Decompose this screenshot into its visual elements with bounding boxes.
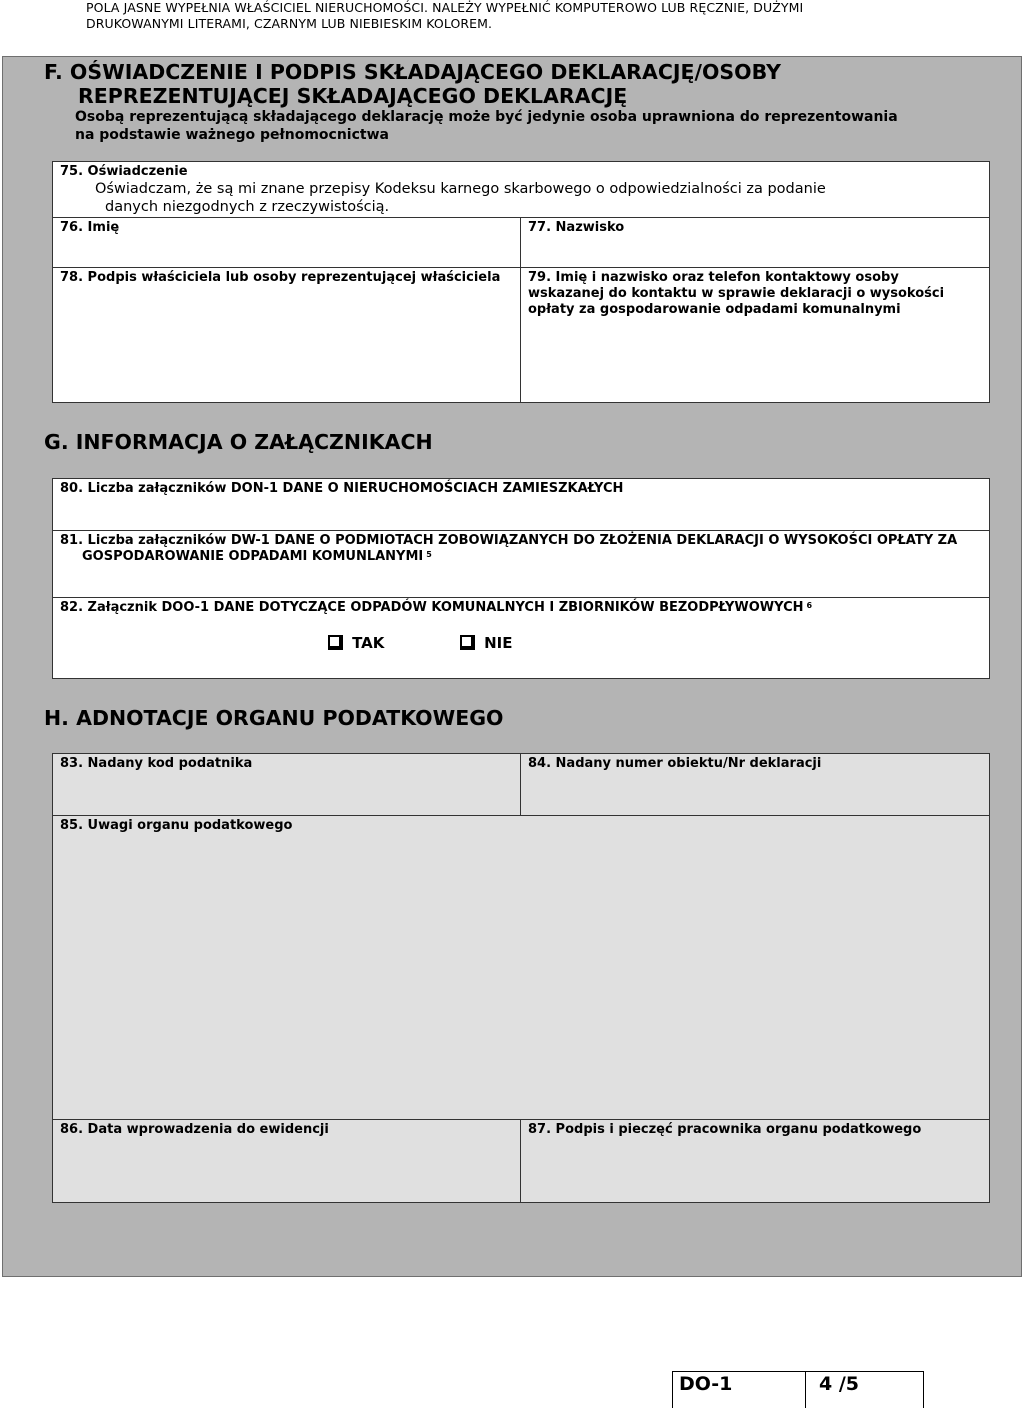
field-83-taxpayer-code — [52, 753, 521, 816]
field-76-label: 76. Imię — [60, 220, 120, 235]
field-85-label: 85. Uwagi organu podatkowego — [60, 818, 293, 833]
top-instruction-note — [86, 0, 986, 31]
top-note-line-2: DRUKOWANYMI LITERAMI, CZARNYM LUB NIEBIESKIM KOLOREM. — [86, 15, 493, 31]
section-f-title-line-1: F. OŚWIADCZENIE I PODPIS SKŁADAJĄCEGO DEKLARACJĘ/OSOBY — [44, 60, 781, 84]
field-78-label: 78. Podpis właściciela lub osoby reprezentującej właściciela — [60, 270, 501, 285]
section-f-subtitle-line-2: na podstawie ważnego pełnomocnictwa — [75, 127, 389, 143]
field-81-label-line-1: 81. Liczba załączników DW-1 DANE O PODMIOTACH ZOBOWIĄZANYCH DO ZŁOŻENIA DEKLARACJI O WYSOKOŚCI OPŁATY ZA — [60, 533, 958, 548]
field-79-label-line-1: 79. Imię i nazwisko oraz telefon kontaktowy osoby — [528, 270, 899, 285]
field-83-label: 83. Nadany kod podatnika — [60, 756, 253, 771]
field-86-label: 86. Data wprowadzenia do ewidencji — [60, 1122, 329, 1137]
field-79-contact-person[interactable] — [520, 267, 990, 403]
field-81-dw1-count[interactable] — [52, 530, 990, 598]
field-85-tax-office-remarks — [52, 815, 990, 1120]
footnote-5-marker: 5 — [426, 550, 432, 559]
checkbox-tak[interactable] — [328, 635, 341, 648]
field-75-text-line-2: danych niezgodnych z rzeczywistością. — [105, 199, 390, 215]
footnote-6-marker: 6 — [806, 601, 813, 610]
field-80-label: 80. Liczba załączników DON-1 DANE O NIERUCHOMOŚCIACH ZAMIESZKAŁYCH — [60, 481, 624, 496]
section-f-subtitle-line-1: Osobą reprezentującą składającego deklarację może być jedynie osoba uprawniona do reprezentowania — [75, 109, 898, 125]
field-77-label: 77. Nazwisko — [528, 220, 625, 235]
field-78-signature[interactable] — [52, 267, 521, 403]
field-81-label-line-2 — [60, 549, 982, 565]
section-g-title: G. INFORMACJA O ZAŁĄCZNIKACH — [44, 430, 433, 454]
field-76-first-name[interactable] — [52, 217, 521, 268]
page-number: 4 /5 — [819, 1373, 859, 1395]
field-87-officer-signature — [520, 1119, 990, 1203]
field-75-label: 75. Oświadczenie — [60, 164, 188, 179]
field-82-label-wrap — [60, 600, 982, 616]
field-79-label-line-3: opłaty za gospodarowanie odpadami komunalnymi — [528, 302, 901, 317]
field-86-entry-date — [52, 1119, 521, 1203]
option-tak[interactable] — [328, 633, 384, 652]
footer-divider — [805, 1371, 806, 1408]
field-79-label-line-2: wskazanej do kontaktu w sprawie deklaracji o wysokości — [528, 286, 945, 301]
option-nie-label: NIE — [484, 634, 513, 652]
section-f-title-line-2: REPREZENTUJĄCEJ SKŁADAJĄCEGO DEKLARACJĘ — [78, 84, 628, 108]
field-75-declaration — [52, 161, 990, 218]
field-82-doo1-attachment — [52, 597, 990, 679]
section-h-title: H. ADNOTACJE ORGANU PODATKOWEGO — [44, 706, 504, 730]
option-nie[interactable] — [460, 633, 512, 652]
field-81-label-line-2-text: GOSPODAROWANIE ODPADAMI KOMUNLANYMI — [82, 549, 424, 564]
field-75-text-line-1: Oświadczam, że są mi znane przepisy Kodeksu karnego skarbowego o odpowiedzialności za podanie — [95, 181, 826, 197]
field-84-object-number — [520, 753, 990, 816]
checkbox-nie[interactable] — [460, 635, 473, 648]
field-77-last-name[interactable] — [520, 217, 990, 268]
option-tak-label: TAK — [352, 634, 385, 652]
field-82-label: 82. Załącznik DOO-1 DANE DOTYCZĄCE ODPADÓW KOMUNALNYCH I ZBIORNIKÓW BEZODPŁYWOWYCH — [60, 600, 804, 615]
form-code: DO-1 — [679, 1373, 733, 1395]
top-note-line-1: POLA JASNE WYPEŁNIA WŁAŚCICIEL NIERUCHOMOŚCI. NALEŻY WYPEŁNIĆ KOMPUTEROWO LUB RĘCZNIE, DUŻYMI — [86, 0, 804, 15]
field-84-label: 84. Nadany numer obiektu/Nr deklaracji — [528, 756, 822, 771]
field-87-label: 87. Podpis i pieczęć pracownika organu podatkowego — [528, 1122, 922, 1137]
field-80-don1-count[interactable] — [52, 478, 990, 531]
